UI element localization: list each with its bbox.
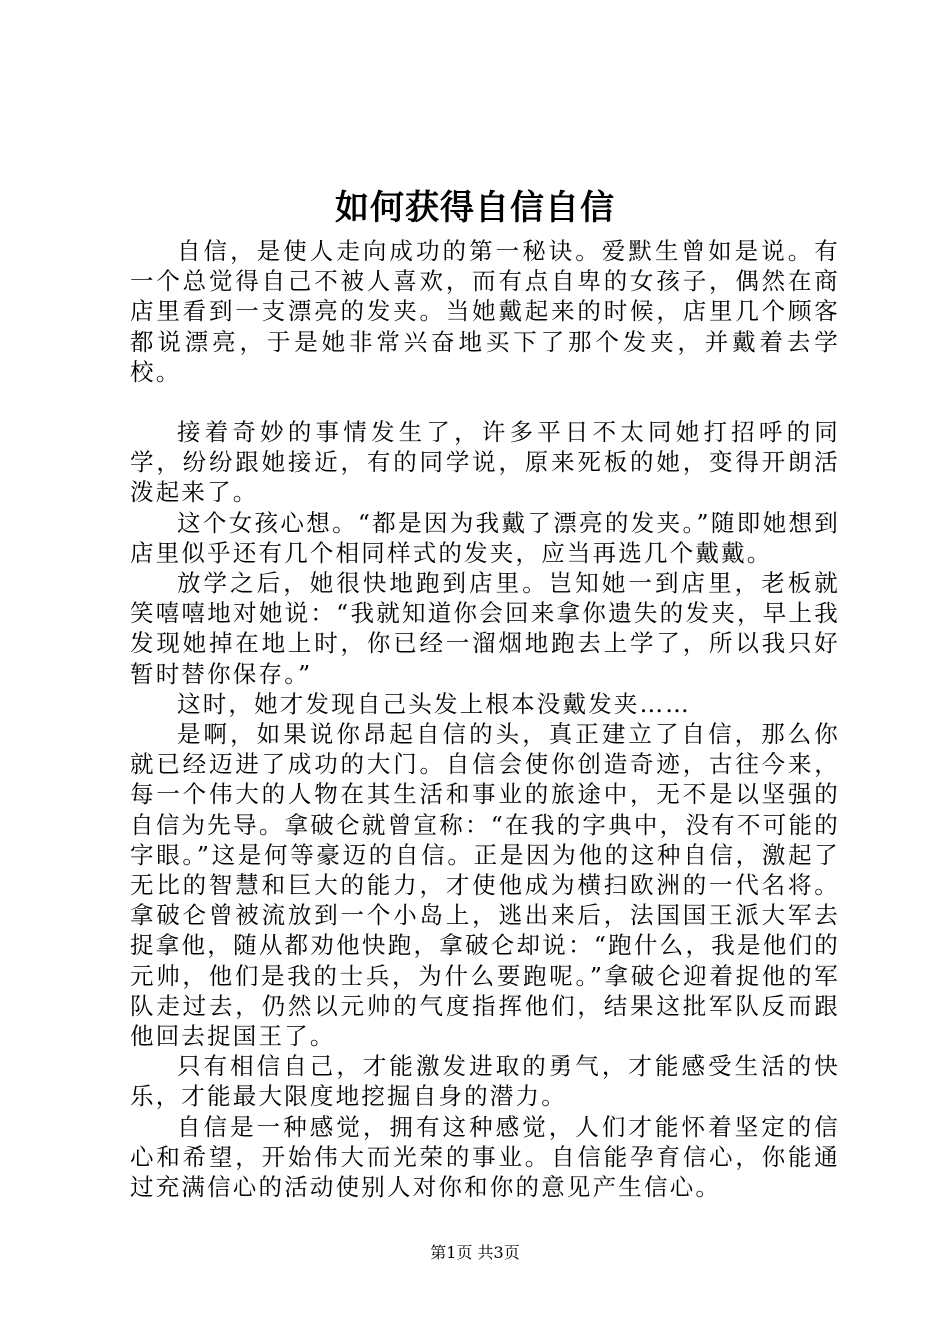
paragraph: 自信，是使人走向成功的第一秘诀。爱默生曾如是说。有一个总觉得自己不被人喜欢，而有点自卑的女孩子，偶然在商店里看到一支漂亮的发夹。当她戴起来的时候，店里几个顾客都说漂亮，于是她非常兴奋地买下了那个发夹，并戴着去学校。 xyxy=(130,237,840,386)
paragraph: 这个女孩心想。“都是因为我戴了漂亮的发夹。”随即她想到店里似乎还有几个相同样式的发夹，应当再选几个戴戴。 xyxy=(130,508,840,567)
page-number-footer: 第1页 共3页 xyxy=(430,1243,520,1262)
paragraph: 这时，她才发现自己头发上根本没戴发夹…… xyxy=(177,689,691,718)
paragraph: 放学之后，她很快地跑到店里。岂知她一到店里，老板就笑嘻嘻地对她说：“我就知道你会回来拿你遗失的发夹，早上我发现她掉在地上时，你已经一溜烟地跑去上学了，所以我只好暂时替你保存。” xyxy=(130,569,840,688)
paragraph: 自信是一种感觉，拥有这种感觉，人们才能怀着坚定的信心和希望，开始伟大而光荣的事业。自信能孕育信心，你能通过充满信心的活动使别人对你和你的意见产生信心。 xyxy=(130,1112,840,1202)
paragraph: 是啊，如果说你昂起自信的头，真正建立了自信，那么你就已经迈进了成功的大门。自信会使你创造奇迹，古往今来，每一个伟大的人物在其生活和事业的旅途中，无不是以坚强的自信为先导。拿破仑就曾宣称：“在我的字典中，没有不可能的字眼。”这是何等豪迈的自信。正是因为他的这种自信，激起了无比的智慧和巨大的能力，才使他成为横扫欧洲的一代名将。拿破仑曾被流放到一个小岛上，逃出来后，法国国王派大军去捉拿他，随从都劝他快跑，拿破仑却说：“跑什么，我是他们的元帅，他们是我的士兵，为什么要跑呢。”拿破仑迎着捉他的军队走过去，仍然以元帅的气度指挥他们，结果这批军队反而跟他回去捉国王了。 xyxy=(130,720,840,1051)
paragraph: 只有相信自己，才能激发进取的勇气，才能感受生活的快乐，才能最大限度地挖掘自身的潜力。 xyxy=(130,1052,840,1111)
document-body xyxy=(130,236,840,1202)
document-title: 如何获得自信自信 xyxy=(335,188,615,228)
paragraph: 接着奇妙的事情发生了，许多平日不太同她打招呼的同学，纷纷跟她接近，有的同学说，原来死板的她，变得开朗活泼起来了。 xyxy=(130,418,840,507)
